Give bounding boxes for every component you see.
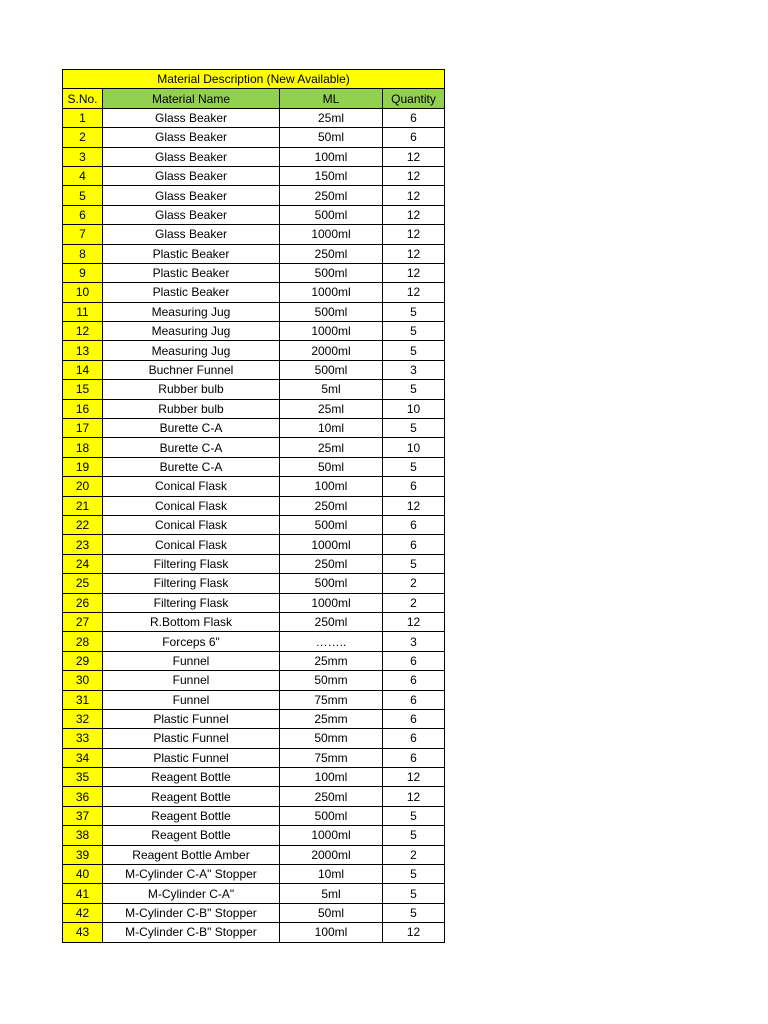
row-quantity: 12 [383,923,445,942]
row-ml: 500ml [280,515,383,534]
row-quantity: 6 [383,128,445,147]
row-material-name: Reagent Bottle [103,826,280,845]
row-ml: 250ml [280,186,383,205]
row-material-name: Plastic Beaker [103,263,280,282]
row-sno: 38 [63,826,103,845]
row-quantity: 5 [383,302,445,321]
row-quantity: 2 [383,574,445,593]
row-quantity: 5 [383,806,445,825]
row-quantity: 5 [383,903,445,922]
row-quantity: 6 [383,108,445,127]
row-quantity: 12 [383,263,445,282]
row-ml: 10ml [280,419,383,438]
table-row [63,166,445,185]
row-quantity: 3 [383,360,445,379]
row-material-name: Conical Flask [103,535,280,554]
table-row [63,360,445,379]
row-material-name: Filtering Flask [103,593,280,612]
row-ml: 50ml [280,903,383,922]
table-row [63,515,445,534]
row-material-name: Reagent Bottle [103,768,280,787]
row-sno: 4 [63,166,103,185]
row-quantity: 12 [383,205,445,224]
row-material-name: Plastic Funnel [103,748,280,767]
row-sno: 9 [63,263,103,282]
row-material-name: R.Bottom Flask [103,612,280,631]
row-material-name: M-Cylinder C-B" Stopper [103,903,280,922]
table-row [63,729,445,748]
row-sno: 13 [63,341,103,360]
row-ml: 1000ml [280,593,383,612]
row-ml: 500ml [280,574,383,593]
row-sno: 20 [63,477,103,496]
row-sno: 28 [63,632,103,651]
row-material-name: M-Cylinder C-A" [103,884,280,903]
row-sno: 21 [63,496,103,515]
row-sno: 31 [63,690,103,709]
row-material-name: Conical Flask [103,515,280,534]
row-ml: 25ml [280,399,383,418]
row-sno: 22 [63,515,103,534]
row-sno: 3 [63,147,103,166]
table-row [63,845,445,864]
table-row [63,263,445,282]
row-quantity: 12 [383,244,445,263]
table-row [63,574,445,593]
row-material-name: Funnel [103,671,280,690]
row-quantity: 5 [383,380,445,399]
table-row [63,748,445,767]
row-ml: 5ml [280,380,383,399]
row-quantity: 12 [383,283,445,302]
table-row [63,399,445,418]
table-body [63,108,445,942]
row-ml: 250ml [280,787,383,806]
row-sno: 36 [63,787,103,806]
row-material-name: Filtering Flask [103,574,280,593]
row-material-name: Measuring Jug [103,341,280,360]
table-row [63,225,445,244]
row-sno: 16 [63,399,103,418]
row-ml: 50mm [280,729,383,748]
row-ml: 1000ml [280,826,383,845]
row-quantity: 6 [383,748,445,767]
table-row [63,419,445,438]
row-ml: 250ml [280,612,383,631]
row-material-name: M-Cylinder C-B" Stopper [103,923,280,942]
row-quantity: 12 [383,147,445,166]
row-sno: 1 [63,108,103,127]
row-quantity: 6 [383,535,445,554]
table-row [63,826,445,845]
row-sno: 42 [63,903,103,922]
table-row [63,593,445,612]
row-ml: …….. [280,632,383,651]
row-ml: 25ml [280,438,383,457]
table-title: Material Description (New Available) [63,70,445,89]
table-row [63,283,445,302]
row-sno: 17 [63,419,103,438]
row-ml: 500ml [280,302,383,321]
row-material-name: Rubber bulb [103,380,280,399]
table-row [63,438,445,457]
row-sno: 30 [63,671,103,690]
row-ml: 5ml [280,884,383,903]
row-ml: 100ml [280,147,383,166]
row-ml: 25mm [280,651,383,670]
row-quantity: 12 [383,768,445,787]
row-ml: 2000ml [280,845,383,864]
row-quantity: 2 [383,845,445,864]
row-material-name: Measuring Jug [103,322,280,341]
row-material-name: Burette C-A [103,419,280,438]
table-row [63,768,445,787]
table-row [63,244,445,263]
table-row [63,884,445,903]
header-material-name: Material Name [103,89,280,108]
row-ml: 1000ml [280,322,383,341]
table-row [63,865,445,884]
row-sno: 39 [63,845,103,864]
row-sno: 26 [63,593,103,612]
row-ml: 250ml [280,554,383,573]
row-ml: 50ml [280,457,383,476]
row-sno: 43 [63,923,103,942]
table-row [63,671,445,690]
row-material-name: Measuring Jug [103,302,280,321]
header-sno: S.No. [63,89,103,108]
row-ml: 100ml [280,768,383,787]
row-sno: 35 [63,768,103,787]
row-quantity: 12 [383,496,445,515]
row-material-name: M-Cylinder C-A" Stopper [103,865,280,884]
table-row [63,341,445,360]
row-quantity: 6 [383,690,445,709]
table-row [63,457,445,476]
table-row [63,709,445,728]
row-ml: 250ml [280,244,383,263]
row-material-name: Rubber bulb [103,399,280,418]
row-material-name: Burette C-A [103,457,280,476]
table-row [63,923,445,942]
row-quantity: 6 [383,671,445,690]
row-sno: 19 [63,457,103,476]
row-sno: 18 [63,438,103,457]
table-row [63,128,445,147]
table-row [63,651,445,670]
row-quantity: 12 [383,612,445,631]
table-row [63,690,445,709]
row-ml: 100ml [280,923,383,942]
row-quantity: 5 [383,457,445,476]
row-quantity: 5 [383,419,445,438]
row-quantity: 12 [383,166,445,185]
row-material-name: Forceps 6" [103,632,280,651]
row-quantity: 2 [383,593,445,612]
table-row [63,186,445,205]
table-row [63,147,445,166]
row-quantity: 3 [383,632,445,651]
row-quantity: 10 [383,438,445,457]
row-ml: 250ml [280,496,383,515]
row-material-name: Glass Beaker [103,225,280,244]
row-quantity: 12 [383,186,445,205]
row-ml: 100ml [280,477,383,496]
row-sno: 6 [63,205,103,224]
row-material-name: Reagent Bottle Amber [103,845,280,864]
row-ml: 50mm [280,671,383,690]
row-quantity: 5 [383,884,445,903]
table-row [63,380,445,399]
row-sno: 34 [63,748,103,767]
row-sno: 37 [63,806,103,825]
table-row [63,535,445,554]
row-sno: 12 [63,322,103,341]
row-sno: 40 [63,865,103,884]
row-sno: 7 [63,225,103,244]
row-sno: 2 [63,128,103,147]
table-row [63,496,445,515]
row-sno: 8 [63,244,103,263]
row-ml: 500ml [280,263,383,282]
row-material-name: Glass Beaker [103,128,280,147]
row-material-name: Funnel [103,651,280,670]
row-quantity: 6 [383,477,445,496]
row-sno: 15 [63,380,103,399]
row-quantity: 6 [383,709,445,728]
row-quantity: 6 [383,651,445,670]
table-row [63,787,445,806]
row-ml: 10ml [280,865,383,884]
table-row [63,632,445,651]
table-row [63,302,445,321]
row-material-name: Burette C-A [103,438,280,457]
row-ml: 500ml [280,806,383,825]
table-row [63,554,445,573]
row-ml: 25ml [280,108,383,127]
row-quantity: 6 [383,515,445,534]
row-quantity: 5 [383,554,445,573]
row-material-name: Plastic Beaker [103,244,280,263]
table-row [63,903,445,922]
row-sno: 23 [63,535,103,554]
row-sno: 29 [63,651,103,670]
row-sno: 5 [63,186,103,205]
row-material-name: Glass Beaker [103,186,280,205]
table-row [63,322,445,341]
row-material-name: Reagent Bottle [103,806,280,825]
row-material-name: Conical Flask [103,496,280,515]
table-row [63,108,445,127]
materials-table [62,69,445,943]
row-quantity: 5 [383,865,445,884]
row-material-name: Glass Beaker [103,108,280,127]
table-row [63,205,445,224]
row-sno: 32 [63,709,103,728]
row-material-name: Buchner Funnel [103,360,280,379]
row-ml: 2000ml [280,341,383,360]
row-quantity: 5 [383,826,445,845]
row-quantity: 12 [383,225,445,244]
row-material-name: Reagent Bottle [103,787,280,806]
row-material-name: Filtering Flask [103,554,280,573]
row-material-name: Plastic Beaker [103,283,280,302]
header-ml: ML [280,89,383,108]
row-quantity: 5 [383,322,445,341]
row-quantity: 6 [383,729,445,748]
row-material-name: Conical Flask [103,477,280,496]
header-row [63,89,445,108]
row-ml: 1000ml [280,225,383,244]
row-quantity: 5 [383,341,445,360]
row-sno: 25 [63,574,103,593]
row-sno: 24 [63,554,103,573]
row-quantity: 10 [383,399,445,418]
table-row [63,612,445,631]
row-ml: 75mm [280,690,383,709]
header-quantity: Quantity [383,89,445,108]
row-material-name: Plastic Funnel [103,709,280,728]
row-ml: 500ml [280,360,383,379]
row-material-name: Glass Beaker [103,166,280,185]
row-sno: 14 [63,360,103,379]
table-row [63,477,445,496]
row-ml: 1000ml [280,283,383,302]
table-row [63,806,445,825]
row-ml: 1000ml [280,535,383,554]
row-ml: 150ml [280,166,383,185]
row-ml: 50ml [280,128,383,147]
row-ml: 75mm [280,748,383,767]
row-material-name: Funnel [103,690,280,709]
row-material-name: Plastic Funnel [103,729,280,748]
row-sno: 10 [63,283,103,302]
title-row [63,70,445,89]
row-sno: 33 [63,729,103,748]
row-material-name: Glass Beaker [103,205,280,224]
row-sno: 41 [63,884,103,903]
row-material-name: Glass Beaker [103,147,280,166]
row-sno: 11 [63,302,103,321]
row-ml: 25mm [280,709,383,728]
row-sno: 27 [63,612,103,631]
row-quantity: 12 [383,787,445,806]
row-ml: 500ml [280,205,383,224]
